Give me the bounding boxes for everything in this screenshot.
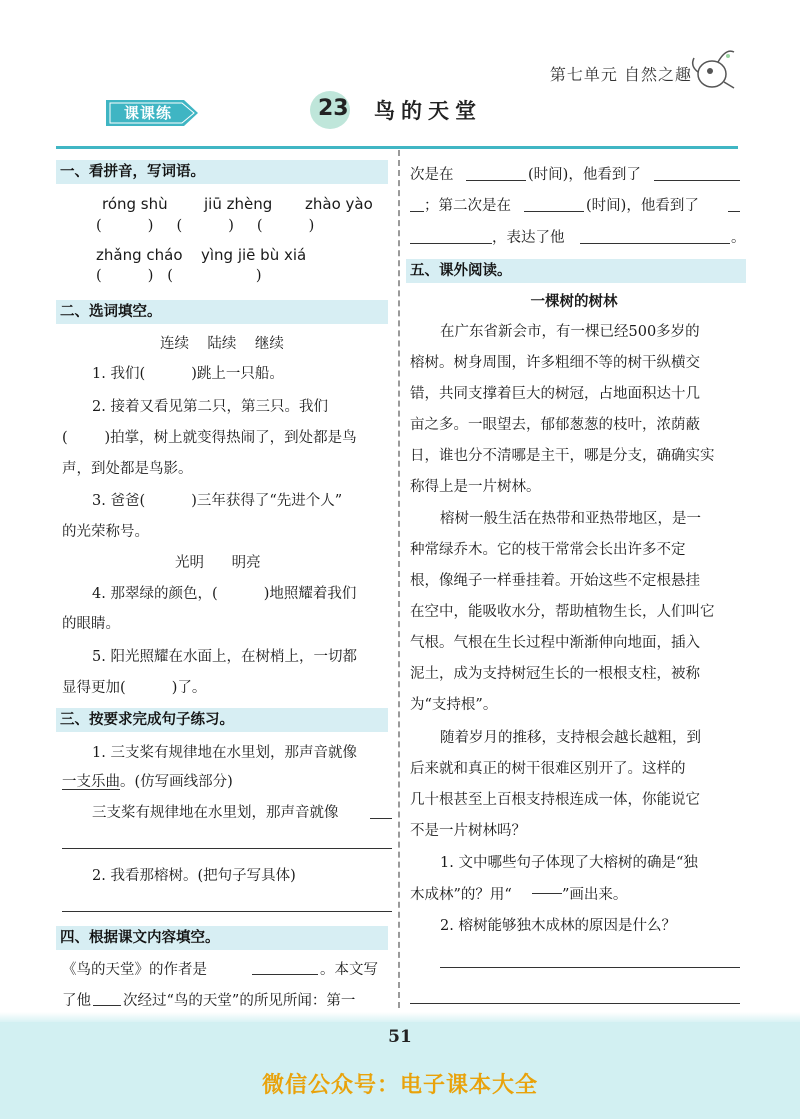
lesson-title: 鸟的天堂: [374, 99, 482, 123]
underlined-phrase-mark: [62, 789, 120, 790]
section-4-title: 四、根据课文内容填空。: [56, 926, 388, 950]
article-p2-line6: 泥土，成为支持树冠生长的一根根支柱，被称: [410, 666, 700, 682]
answer-brackets-row2[interactable]: ( ) ( ): [96, 268, 262, 284]
fill-blank-second-time[interactable]: [524, 211, 584, 212]
answer-line-reading-2b[interactable]: [410, 1003, 740, 1004]
article-p2-line1: 榕树一般生活在热带和亚热带地区，是一: [440, 511, 701, 527]
article-p3-line3: 几十根甚至上百根支持根连成一体，你能说它: [410, 792, 700, 808]
question-3-1b: 一支乐曲。(仿写画线部分): [62, 774, 233, 790]
question-2-2b: ( )拍掌，树上就变得热闹了，到处都是鸟: [62, 430, 357, 446]
fill-author-label: 《鸟的天堂》的作者是: [62, 962, 207, 978]
article-p1-line2: 榕树。树身周围，许多粗细不等的树干纵横交: [410, 355, 700, 371]
fill-second-time-label: ；第二次是在: [424, 198, 511, 214]
reading-question-2: 2. 榕树能够独木成林的原因是什么？: [440, 918, 676, 934]
question-3-1c: 三支桨有规律地在水里划，那声音就像: [92, 805, 339, 821]
fill-second-saw-label: (时间)，他看到了: [586, 198, 699, 214]
answer-brackets-row1[interactable]: ( ) ( ) ( ): [96, 218, 315, 234]
fill-blank-feeling[interactable]: [580, 243, 730, 244]
word-choices-1: 连续 陆续 继续: [160, 336, 284, 352]
underline-sample-mark: [532, 893, 562, 894]
unit-label: 第七单元 自然之趣: [549, 65, 692, 84]
section-2-title: 二、选词填空。: [56, 300, 388, 324]
article-p1-line5: 日，谁也分不清哪是主干，哪是分支，确确实实: [410, 448, 715, 464]
answer-line-3-1a[interactable]: [370, 818, 392, 819]
article-p2-line2: 种常绿乔木。它的枝干常常会长出许多不定: [410, 542, 686, 558]
pinyin-rongshu: róng shù: [102, 195, 168, 213]
article-p2-line7: 为“支持根”。: [410, 697, 498, 713]
article-p1-line3: 错，共同支撑着巨大的树冠，占地面积达十几: [410, 386, 700, 402]
article-p3-line2: 后来就和真正的树干很难区别开了。这样的: [410, 761, 686, 777]
article-p1-line1: 在广东省新会市，有一棵已经500多岁的: [440, 324, 700, 340]
section-1-title: 一、看拼音，写词语。: [56, 160, 388, 184]
article-p3-line1: 随着岁月的推移，支持根会越长越粗，到: [440, 730, 701, 746]
pinyin-zhangchao: zhǎng cháo: [96, 246, 183, 264]
article-p2-line5: 气根。气根在生长过程中渐渐伸向地面，插入: [410, 635, 700, 651]
reading-question-1b: 木成林”的？用“: [410, 887, 512, 903]
bird-mascot-icon: [688, 44, 738, 94]
article-p1-line6: 称得上是一片树林。: [410, 479, 541, 495]
question-3-1a: 1. 三支桨有规律地在水里划，那声音就像: [92, 745, 357, 761]
article-p2-line4: 在空中，能吸收水分，帮助植物生长，人们叫它: [410, 604, 715, 620]
fill-blank-first-time[interactable]: [466, 180, 526, 181]
question-2-2a: 2. 接着又看见第二只，第三只。我们: [92, 399, 328, 415]
article-title: 一棵树的树林: [530, 294, 618, 310]
page-number: 51: [388, 1027, 412, 1047]
pinyin-jiuzheng: jiū zhèng: [204, 195, 273, 213]
wechat-watermark: 微信公众号：电子课本大全: [261, 1073, 538, 1098]
question-2-3a: 3. 爸爸( )三年获得了“先进个人”: [92, 493, 343, 509]
fill-blank-times[interactable]: [93, 1005, 121, 1006]
question-2-2c: 声，到处都是鸟影。: [62, 461, 193, 477]
reading-question-1a: 1. 文中哪些句子体现了大榕树的确是“独: [440, 855, 698, 871]
article-p1-line4: 亩之多。一眼望去，郁郁葱葱的枝叶，浓荫蔽: [410, 417, 700, 433]
reading-question-1c: ”画出来。: [562, 887, 628, 903]
pinyin-zhaoyao: zhào yào: [305, 195, 373, 213]
fill-feeling-label: ，表达了他: [492, 230, 565, 246]
fill-blank-first-saw-cont[interactable]: [410, 211, 424, 212]
lesson-number: 23: [318, 96, 349, 121]
fill-blank-second-saw[interactable]: [728, 211, 740, 212]
fill-author-tail: 。本文写: [320, 962, 378, 978]
fill-feeling-tail: 。: [731, 230, 746, 246]
question-3-2: 2. 我看那榕树。(把句子写具体): [92, 868, 296, 884]
fill-blank-author[interactable]: [252, 974, 318, 975]
answer-line-3-2[interactable]: [62, 911, 392, 912]
fill-first-time-label: 次是在: [410, 167, 454, 183]
fill-blank-first-saw[interactable]: [654, 180, 740, 181]
section-5-title: 五、课外阅读。: [406, 259, 746, 283]
question-2-4b: 的眼睛。: [62, 616, 120, 632]
question-2-4a: 4. 那翠绿的颜色，( )地照耀着我们: [92, 586, 357, 602]
answer-line-reading-2a[interactable]: [440, 967, 740, 968]
fill-times-label: 了他: [62, 993, 91, 1009]
fill-blank-second-saw-cont[interactable]: [410, 243, 492, 244]
article-p3-line4: 不是一片树林吗？: [410, 823, 526, 839]
question-2-1: 1. 我们( )跳上一只船。: [92, 366, 284, 382]
pinyin-yingjiebuxia: yìng jiē bù xiá: [201, 246, 307, 264]
answer-line-3-1b[interactable]: [62, 848, 392, 849]
word-choices-2: 光明 明亮: [175, 555, 261, 571]
fill-first-saw-label: (时间)，他看到了: [528, 167, 641, 183]
column-divider: [398, 150, 400, 1008]
lesson-tag-label: 课课练: [123, 104, 172, 122]
question-2-3b: 的光荣称号。: [62, 524, 149, 540]
fill-times-tail: 次经过“鸟的天堂”的所见所闻：第一: [123, 993, 356, 1009]
article-p2-line3: 根，像绳子一样垂挂着。开始这些不定根悬挂: [410, 573, 700, 589]
question-2-5b: 显得更加( )了。: [62, 680, 207, 696]
section-3-title: 三、按要求完成句子练习。: [56, 708, 388, 732]
question-2-5a: 5. 阳光照耀在水面上，在树梢上，一切都: [92, 649, 357, 665]
header-rule: [56, 146, 738, 149]
